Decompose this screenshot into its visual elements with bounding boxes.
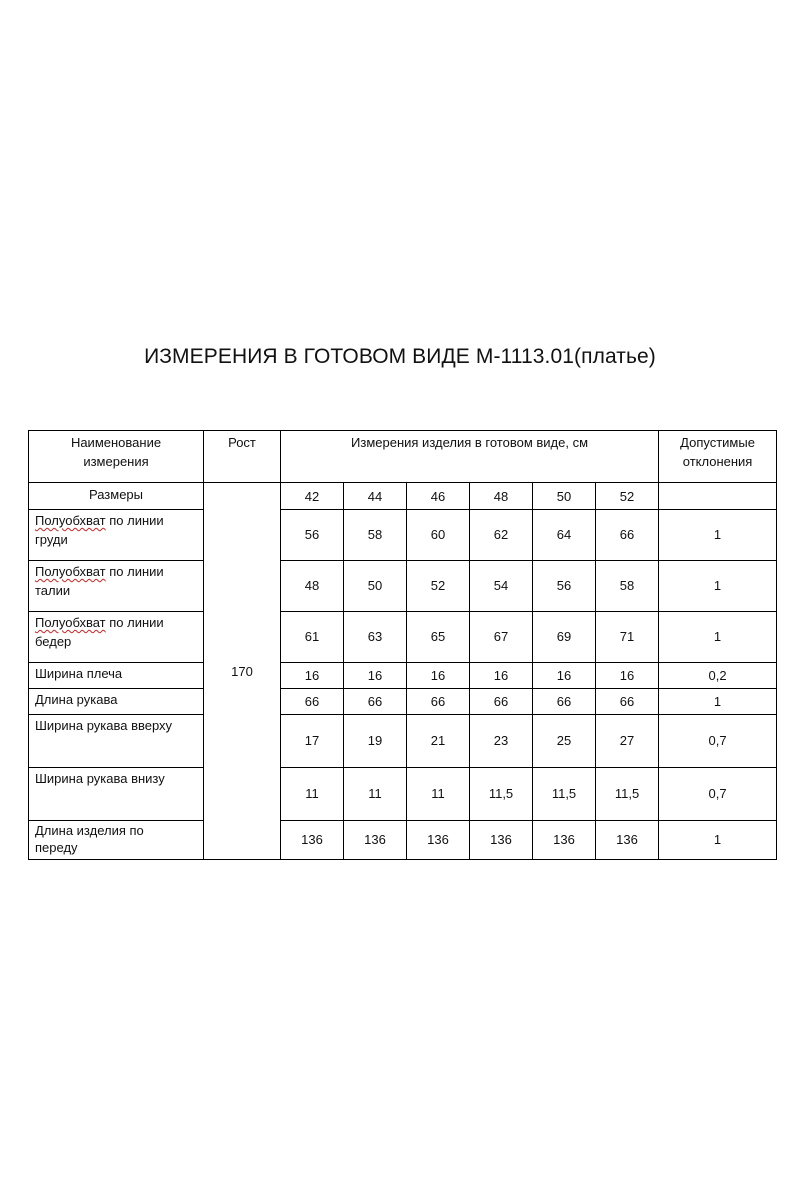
value-cell: 66 [344, 689, 407, 715]
tolerance-cell: 1 [659, 612, 777, 663]
tolerance-cell: 1 [659, 689, 777, 715]
value-cell: 136 [470, 821, 533, 860]
document-title: ИЗМЕРЕНИЯ В ГОТОВОМ ВИДЕ М-1113.01(платье) [144, 345, 656, 368]
measure-name [29, 821, 204, 860]
tolerance-cell: 0,2 [659, 663, 777, 689]
value-cell: 16 [470, 663, 533, 689]
value-cell: 66 [596, 510, 659, 561]
value-cell: 64 [533, 510, 596, 561]
tolerance-cell: 1 [659, 510, 777, 561]
measure-name-rest: по линии [105, 615, 164, 630]
value-cell: 65 [407, 612, 470, 663]
value-cell: 66 [596, 689, 659, 715]
header-measure-name-line1: Наименование [70, 435, 162, 450]
value-cell: 27 [596, 715, 659, 768]
measure-name-rest: по линии [105, 513, 164, 528]
header-rost: Рост [204, 431, 281, 483]
size-cell: 46 [407, 483, 470, 510]
measure-name-line1: Длина изделия по [35, 823, 144, 838]
value-cell: 69 [533, 612, 596, 663]
value-cell: 11,5 [470, 768, 533, 821]
measure-name: Ширина плеча [29, 663, 204, 689]
value-cell: 71 [596, 612, 659, 663]
sizes-label: Размеры [29, 483, 204, 510]
value-cell: 54 [470, 561, 533, 612]
value-cell: 67 [470, 612, 533, 663]
tolerance-cell: 1 [659, 821, 777, 860]
measure-name [29, 510, 204, 561]
measure-name: Длина рукава [29, 689, 204, 715]
table-row [29, 612, 777, 663]
table-row [29, 510, 777, 561]
header-tolerance-line1: Допустимые [680, 435, 755, 450]
header-measurements: Измерения изделия в готовом виде, см [281, 431, 659, 483]
header-measure-name-line2: измерения [83, 454, 149, 469]
value-cell: 136 [281, 821, 344, 860]
value-cell: 66 [470, 689, 533, 715]
value-cell: 50 [344, 561, 407, 612]
tolerance-cell: 1 [659, 561, 777, 612]
measure-name-line2: груди [35, 532, 68, 547]
value-cell: 23 [470, 715, 533, 768]
table-header-row [29, 431, 777, 483]
size-cell: 50 [533, 483, 596, 510]
measure-name-word: Полуобхват [35, 513, 106, 528]
value-cell: 61 [281, 612, 344, 663]
size-cell: 52 [596, 483, 659, 510]
value-cell: 16 [533, 663, 596, 689]
value-cell: 136 [533, 821, 596, 860]
tolerance-cell: 0,7 [659, 768, 777, 821]
value-cell: 66 [407, 689, 470, 715]
table-row [29, 715, 777, 768]
value-cell: 56 [281, 510, 344, 561]
value-cell: 56 [533, 561, 596, 612]
value-cell: 16 [596, 663, 659, 689]
header-tolerance-line2: отклонения [682, 454, 753, 469]
tolerance-cell: 0,7 [659, 715, 777, 768]
size-cell: 48 [470, 483, 533, 510]
value-cell: 11,5 [596, 768, 659, 821]
size-cell: 42 [281, 483, 344, 510]
table-row [29, 821, 777, 860]
size-cell: 44 [344, 483, 407, 510]
value-cell: 16 [407, 663, 470, 689]
measure-name-word: Полуобхват [35, 564, 106, 579]
measure-name [29, 561, 204, 612]
value-cell: 16 [281, 663, 344, 689]
measure-name-line2: переду [35, 840, 78, 855]
table-row [29, 768, 777, 821]
value-cell: 60 [407, 510, 470, 561]
sizes-row [29, 483, 777, 510]
value-cell: 11 [407, 768, 470, 821]
value-cell: 17 [281, 715, 344, 768]
measure-name-word: Полуобхват [35, 615, 106, 630]
measure-name: Ширина рукава внизу [29, 768, 204, 821]
value-cell: 58 [344, 510, 407, 561]
table-row [29, 561, 777, 612]
value-cell: 16 [344, 663, 407, 689]
measure-name-line2: талии [35, 583, 71, 598]
value-cell: 136 [344, 821, 407, 860]
value-cell: 66 [533, 689, 596, 715]
value-cell: 25 [533, 715, 596, 768]
measure-name [29, 612, 204, 663]
value-cell: 11,5 [533, 768, 596, 821]
value-cell: 63 [344, 612, 407, 663]
header-measure-name [29, 431, 204, 483]
measure-name: Ширина рукава вверху [29, 715, 204, 768]
value-cell: 19 [344, 715, 407, 768]
value-cell: 11 [344, 768, 407, 821]
table-row [29, 663, 777, 689]
value-cell: 136 [596, 821, 659, 860]
value-cell: 48 [281, 561, 344, 612]
measure-name-rest: по линии [105, 564, 164, 579]
value-cell: 136 [407, 821, 470, 860]
value-cell: 11 [281, 768, 344, 821]
value-cell: 62 [470, 510, 533, 561]
measure-name-line2: бедер [35, 634, 72, 649]
value-cell: 21 [407, 715, 470, 768]
tolerance-empty-cell [659, 483, 777, 510]
value-cell: 66 [281, 689, 344, 715]
rost-value: 170 [204, 483, 281, 860]
value-cell: 58 [596, 561, 659, 612]
value-cell: 52 [407, 561, 470, 612]
table-row [29, 689, 777, 715]
header-tolerance [659, 431, 777, 483]
measurements-table [28, 430, 777, 860]
